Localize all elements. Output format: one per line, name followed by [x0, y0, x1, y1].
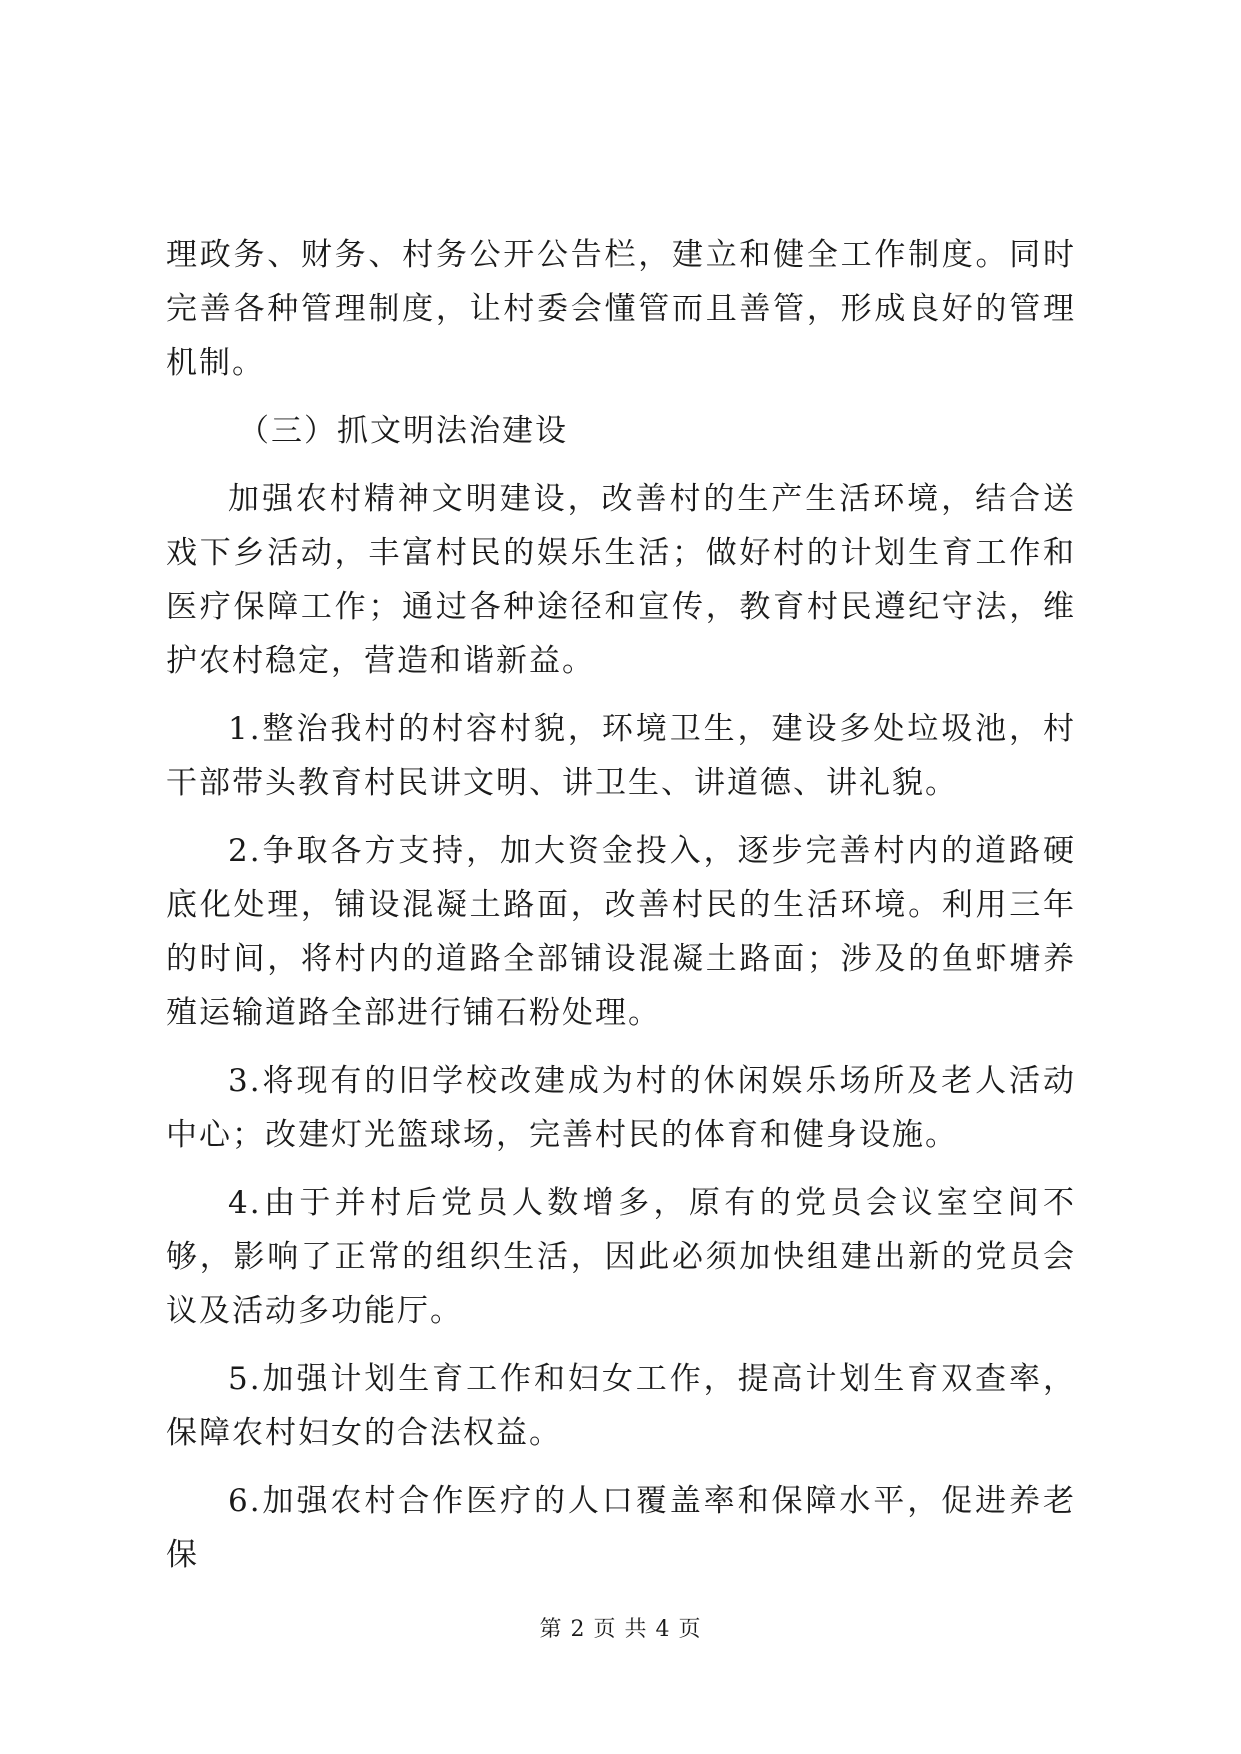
paragraph-intro: 加强农村精神文明建设，改善村的生产生活环境，结合送戏下乡活动，丰富村民的娱乐生活；做好村的计划生育工作和医疗保障工作；通过各种途径和宣传，教育村民遵纪守法，维护农村稳定，营造和谐新益。 [166, 481, 1076, 679]
list-item-1: 1.整治我村的村容村貌，环境卫生，建设多处垃圾池，村干部带头教育村民讲文明、讲卫生、讲道德、讲礼貌。 [166, 711, 1076, 801]
list-item-3: 3.将现有的旧学校改建成为村的休闲娱乐场所及老人活动中心；改建灯光篮球场，完善村民的体育和健身设施。 [166, 1063, 1076, 1153]
page-footer: 第 2 页 共 4 页 [539, 1617, 702, 1642]
section-heading: （三）抓文明法治建设 [238, 413, 568, 449]
paragraph-continuation: 理政务、财务、村务公开公告栏，建立和健全工作制度。同时完善各种管理制度，让村委会懂管而且善管，形成良好的管理机制。 [166, 237, 1076, 381]
list-item-5: 5.加强计划生育工作和妇女工作，提高计划生育双查率，保障农村妇女的合法权益。 [166, 1361, 1076, 1451]
document-body [166, 228, 1076, 1596]
list-item-2: 2.争取各方支持，加大资金投入，逐步完善村内的道路硬底化处理，铺设混凝土路面，改善村民的生活环境。利用三年的时间，将村内的道路全部铺设混凝土路面；涉及的鱼虾塘养殖运输道路全部进行铺石粉处理。 [166, 833, 1076, 1031]
list-item-6: 6.加强农村合作医疗的人口覆盖率和保障水平，促进养老保 [166, 1483, 1076, 1573]
list-item-4: 4.由于并村后党员人数增多，原有的党员会议室空间不够，影响了正常的组织生活，因此必须加快组建出新的党员会议及活动多功能厅。 [166, 1185, 1076, 1329]
